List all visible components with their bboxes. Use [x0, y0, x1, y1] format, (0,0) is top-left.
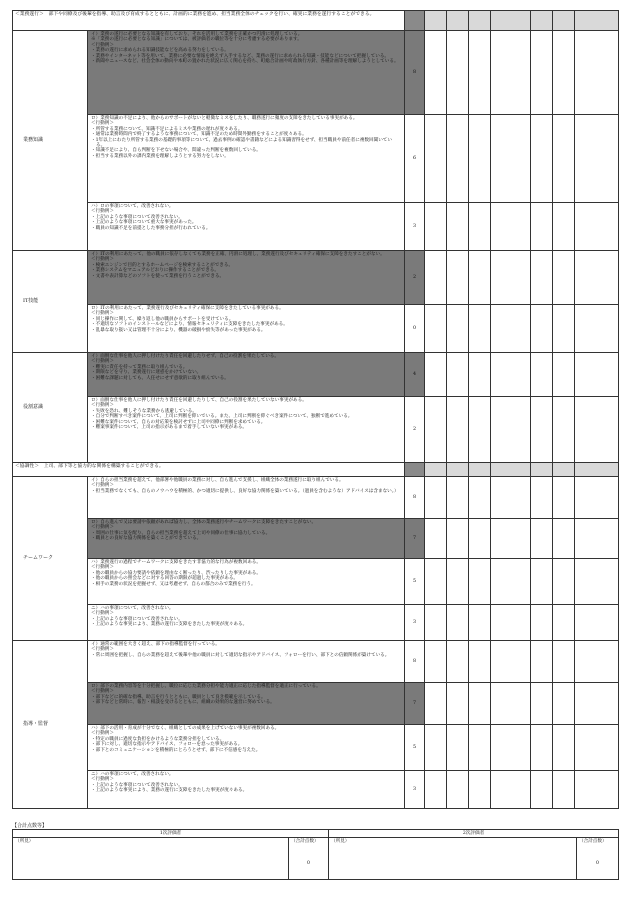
total-label-1: （合計点数） [291, 839, 319, 845]
criterion-it-i [88, 251, 405, 305]
points-gyomu-i: 8 [405, 31, 425, 115]
category-yakuwari-ishiki: 役割意識 [13, 353, 88, 463]
criterion-line: ・業務やインターネット等を用いて、業務に必要な情報を絶えず入手するなど、業務の遂行に求められる知識・技能などについて把握している。 [91, 53, 390, 59]
criterion-line: ロ）業務知識の不足により、他からのサポートがないと軽微なミスをしたり、職務遂行に頻度の支障をきたしている事実がある。 [91, 116, 358, 121]
criterion-line: ＜行動例＞ [91, 403, 114, 409]
criterion-line: ＜行動例＞ [91, 42, 114, 48]
criterion-line: ・部下とのコミュニケーションを積極的にとろうとせず、部下に不信感を与えた。 [91, 747, 261, 753]
criterion-line: ・上記のような事項について改善されない。 [91, 214, 183, 220]
criterion-line: ・部下などに的確な指導、助言を行うとともに、職員として良き模範を示している。 [91, 694, 266, 700]
criterion-shido-i [88, 641, 405, 683]
points-team-ro: 7 [405, 519, 425, 559]
criterion-line: イ）ITの利用にあたって、他の職員に依存しなくても業務を正確、円滑に処理し、業務遂行及びセキュリティ確保に支障をきたすことがない。 [91, 252, 385, 257]
criterion-line: ＜行動例＞ [91, 689, 114, 695]
points-gyomu-ro: 6 [405, 115, 425, 203]
criterion-line: ロ）自ら進んで又は要請や依頼があれば協力し、全体の業務遂行やチームワークに支障をきたすことがない。 [91, 520, 317, 525]
criterion-line: ・担当業務でなくても、自らのノウハウを積極的、かつ適切に提供し、良好な協力関係を築いている。（過員を含むような）アドバイスは含まない。） [91, 488, 399, 494]
summary-title: 【合計点数等】 [12, 823, 48, 829]
section-header-kyochosei: ＜協調性＞ 上司、部下等と協力的な関係を構築することができる。 [13, 463, 405, 477]
points-shido-i: 8 [405, 641, 425, 683]
category-shido-kantoku: 指導・監督 [13, 641, 88, 809]
criterion-team-ha [88, 559, 405, 605]
criterion-line: ・困難な課題に対しても、人任せにせず意欲的に取り組んでいる。 [91, 375, 229, 381]
criterion-line: ＜行動例＞ [91, 731, 114, 737]
criterion-line: ・上記のような事実により、業務の遂行に支障をきたした事実が度々ある。 [91, 788, 248, 794]
criterion-line: ニ）ハの事項について、改善されない。 [91, 772, 174, 777]
points-team-i: 8 [405, 477, 425, 519]
criterion-line: ・自分で判断すべき案件について、上司に判断を仰いでいる。また、上司に判断を仰ぐべき案件について、独断で進めている。 [91, 414, 353, 420]
total-value-1: 0 [307, 860, 310, 866]
criterion-line: ハ）部下の活用・育成が十分でなく、組織としての成果を上げていない事実が複数回ある。 [91, 726, 280, 731]
criterion-line: ・周囲の仕事に気を配り、自らの担当業務を超えて上司や同僚の仕事に協力している。 [91, 530, 271, 536]
criterion-line: ハ）ロの事項について、改善されない。 [91, 204, 174, 209]
criterion-line: ・不適切なソフトのインストールなどにより、情報セキュリティに支障をきたした事実がある。 [91, 322, 288, 328]
criterion-line: ・担当する業務以外の課内業務を理解しようとする努力をしない。 [91, 153, 229, 159]
criterion-line: ・部下に対し、適切な指示やアドバイス、フォローを怠った事実がある。 [91, 742, 243, 748]
criterion-shido-ni [88, 771, 405, 809]
points-it-ro: 0 [405, 305, 425, 353]
summary-table [12, 829, 619, 880]
criterion-line: ・業務システムをマニュアルどおりに操作することができる。 [91, 268, 219, 274]
criterion-line: ・検索エンジンで目的とするホームページを検索することができる。 [91, 262, 234, 268]
criterion-line: ※「業務の遂行に必要となる知識」については、被評価者の職位等を十分に考慮する必要があります。 [91, 37, 302, 43]
opinion-label-2: （所見） [331, 839, 350, 845]
points-shido-ni: 3 [405, 771, 425, 809]
criterion-line: ・文書や表計算などのソフトを使って業務を行うことができる。 [91, 273, 225, 279]
criterion-line: ・常に周囲を把握し、自らの業務を超えて後輩や他の職員に対して適切な指示やアドバイス、フォローを行い、部下との信頼関係が築けている。 [91, 652, 390, 658]
criterion-line: ＜行動例＞ [91, 647, 114, 653]
criterion-line: ・他の職員からの照会などに対する回答の期限が超過した事実がある。 [91, 576, 239, 582]
criterion-line: ロ）部下の業務内容等を十分把握し、職位に応じた業務分担や能力適正に応じた指導監督を適正に行っている。 [91, 684, 321, 689]
criterion-line: ＜行動例＞ [91, 311, 114, 317]
second-evaluator-header: 2次評価者 [329, 830, 619, 838]
criterion-line: ・通常は業務時間内で終了するような事務について、知識不足のため時間外勤務をすることが度々ある。 [91, 132, 307, 138]
points-shido-ro: 7 [405, 683, 425, 725]
criterion-line: ・職員の知識不足を前提とした事務分担が行われている。 [91, 225, 211, 231]
criterion-line: ＜行動例＞ [91, 359, 114, 365]
category-it-gino: IT技能 [13, 251, 88, 353]
criterion-line: ・上記のような事実により、業務の遂行に支障をきたした事実が度々ある。 [91, 622, 248, 628]
criterion-line: イ）通常の範囲を大きく超え、部下の指導監督を行っている。 [91, 642, 220, 647]
criterion-line: ＜行動例＞ [91, 611, 114, 617]
criterion-line: ・他の職員からの協力要請や依頼を理由なく断ったり、渋ったりした事実がある。 [91, 570, 261, 576]
points-gyomu-ha: 3 [405, 203, 425, 251]
criterion-line: イ）面倒な仕事を他人に押し付けたり責任を回避したりせず、自己の役割を果たしている。 [91, 354, 279, 359]
criterion-line: ・1年以上にわたり所管する業務の基礎的事項等について、過去事例の確認や書籍などによる知識習得をせず、担当職員や前任者に複数回聞いている。 [91, 137, 392, 149]
criterion-line: ・困難な案件について、自らの対応策を検討せずに上司や同僚に判断を求めている。 [91, 419, 266, 425]
criterion-line: イ）自らの担当業務を超えて、他部署や他職員の業務に対し、自ら進んで支援し、組織全体の業務遂行に取り組んでいる。 [91, 478, 344, 483]
category-teamwork: チームワーク [13, 477, 88, 641]
criterion-line: ・部下などと常時に、報告・相談を受けるとともに、組織の効果的な運営に努めている。 [91, 700, 275, 706]
criterion-shido-ha [88, 725, 405, 771]
criterion-line: ＜行動例＞ [91, 525, 114, 531]
points-yakuwari-ro: 2 [405, 397, 425, 463]
criterion-gyomu-i [88, 31, 405, 115]
criterion-line: ・失敗を恐れ、難しそうな業務から逃避している。 [91, 408, 197, 414]
points-shido-ha: 5 [405, 725, 425, 771]
points-it-i: 2 [405, 251, 425, 305]
criterion-line: ・上記のような事項について改善されない。 [91, 616, 183, 622]
criterion-line: ロ）ITの利用にあたって、業務遂行及びセキュリティ確保に支障をきたしている事実がある。 [91, 306, 284, 311]
criterion-line: ・上記のような事項について重大な事実があった。 [91, 220, 197, 226]
criterion-line: イ）業務の遂行に必要となる知識を有しており、それを活用して業務を正確かつ円滑に処理している。 [91, 32, 303, 37]
criterion-line: ・相手の業務の状況を把握せず、又は考慮せず、自らの都合のみで業務を行う。 [91, 581, 256, 587]
criterion-line: ・新聞やニュースなど、社会全体の動向や本町の置かれた状況に広く関心を持ち、町総合計画や町政執行方針、各種計画等を理解しようとしている。 [91, 59, 399, 65]
second-evaluator-total [577, 838, 619, 880]
criterion-gyomu-ha [88, 203, 405, 251]
criterion-shido-ro [88, 683, 405, 725]
criterion-line: ＜行動例＞ [91, 209, 114, 215]
evaluation-table [12, 10, 619, 809]
criterion-line: ロ）面倒な仕事を他人に押し付けたり責任を回避したりして、自己の役割を果たしていない事実がある。 [91, 398, 307, 403]
criterion-line: ＜行動例＞ [91, 121, 114, 127]
criterion-line: ・所管する業務について、知識不足によるミスや業務の遅れが度々ある。 [91, 126, 243, 132]
opinion-label-1: （所見） [15, 839, 34, 845]
criterion-line: ・特定の職員に過度な負担をかけるような業務分担をしている。 [91, 736, 225, 742]
criterion-line: ニ）ハの事項について、改善されない。 [91, 606, 174, 611]
criterion-line: ・乱暴な取り扱い又は管理不十分により、機器の破損や紛失等があった事実がある。 [91, 327, 266, 333]
criterion-yakuwari-i [88, 353, 405, 397]
criterion-yakuwari-ro [88, 397, 405, 463]
points-team-ni: 3 [405, 605, 425, 641]
criterion-line: ・難実に責任を持って業務に取り組んでいる。 [91, 364, 188, 370]
total-label-2: （合計点数） [579, 839, 607, 845]
total-value-2: 0 [596, 860, 599, 866]
evaluation-sheet [12, 10, 618, 809]
criterion-line: ・上記のような事項について改善されない。 [91, 782, 183, 788]
criterion-gyomu-ro [88, 115, 405, 203]
criterion-it-ro [88, 305, 405, 353]
criterion-line: ・業務の遂行に求められる知識技能などを高める努力をしている。 [91, 48, 229, 54]
category-gyomu-chishiki: 業務知識 [13, 31, 88, 251]
first-evaluator-total [289, 838, 329, 880]
second-evaluator-opinion[interactable] [329, 838, 577, 880]
points-yakuwari-i: 4 [405, 353, 425, 397]
criterion-line: ハ）業務遂行の過程でチームワークに支障をきたす非協力的な行為が複数回ある。 [91, 560, 261, 565]
criterion-team-i [88, 477, 405, 519]
section-header-gyomu: ＜業務遂行＞ 部下や同僚及び後輩を指導、助言及び育成するとともに、計画的に業務を進め、担当業務全体のチェックを行い、確実に業務を遂行することができる。 [13, 11, 405, 31]
points-team-ha: 5 [405, 559, 425, 605]
criterion-team-ni [88, 605, 405, 641]
criterion-team-ro [88, 519, 405, 559]
criterion-line: ＜行動例＞ [91, 565, 114, 571]
criterion-line: ・知識不足により、自ら判断を下せない場合や、間違った判断を複数回している。 [91, 148, 261, 154]
criterion-line: ＜行動例＞ [91, 257, 114, 263]
criterion-line: ・同じ操作に関して、繰り返し他の職員からサポートを受けている。 [91, 316, 234, 322]
first-evaluator-header: 1次評価者 [13, 830, 329, 838]
criterion-line: ＜行動例＞ [91, 483, 114, 489]
first-evaluator-opinion[interactable] [13, 838, 289, 880]
criterion-line: ・職員との良好な協力関係を築くことができている。 [91, 536, 202, 542]
criterion-line: ・期限などを守り、業務遂行に迷惑をかけていない。 [91, 370, 202, 376]
criterion-line: ・難案事案件について、上司の指示があるまで着手していない事実がある。 [91, 425, 248, 431]
criterion-line: ＜行動例＞ [91, 777, 114, 783]
